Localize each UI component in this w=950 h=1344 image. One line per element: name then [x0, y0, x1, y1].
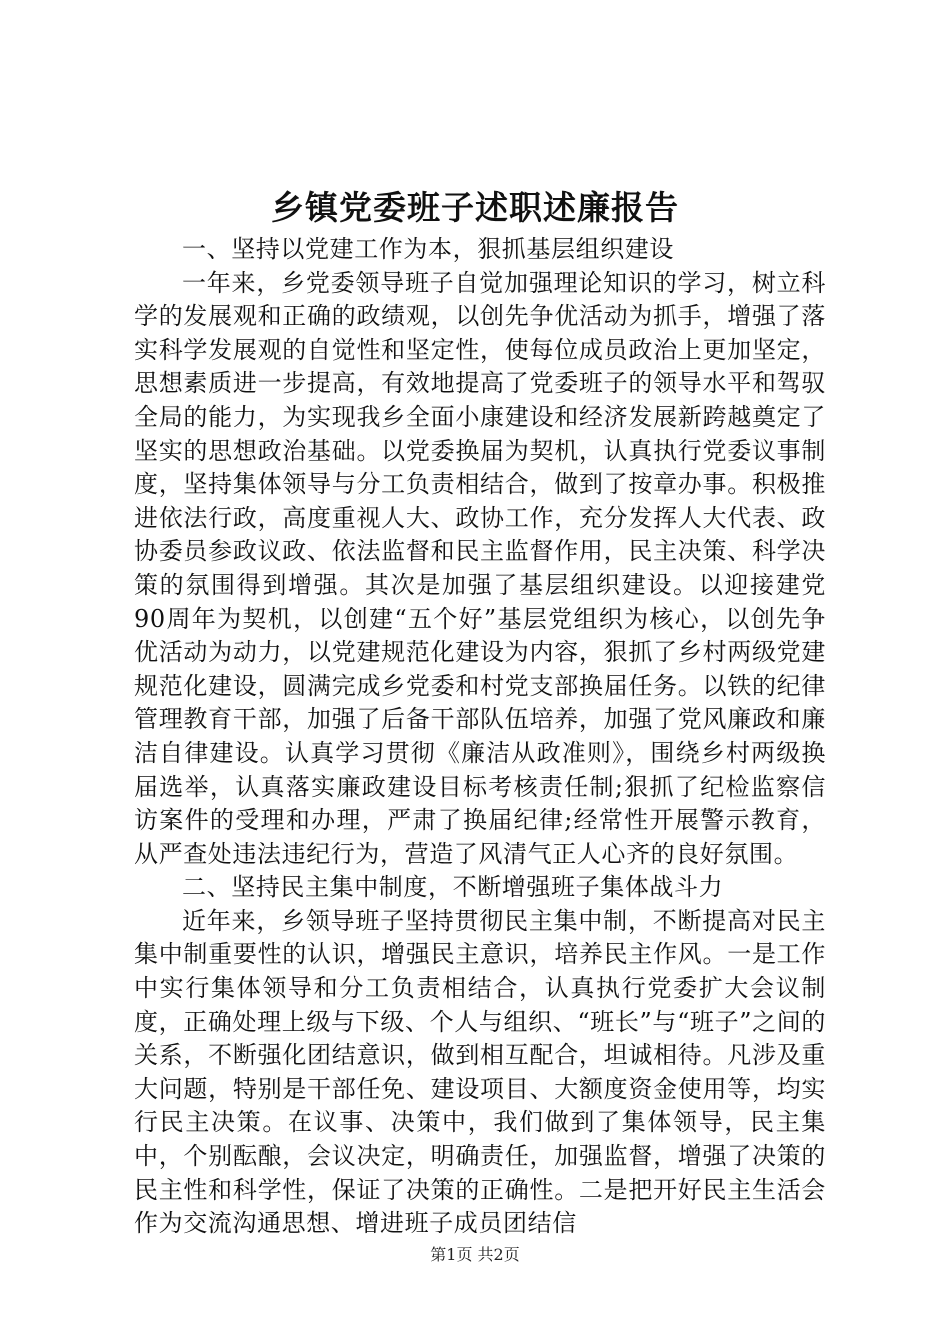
body-paragraph-2: 近年来，乡领导班子坚持贯彻民主集中制，不断提高对民主集中制重要性的认识，增强民主意识，培养民主作风。一是工作中实行集体领导和分工负责相结合，认真执行党委扩大会议制度，正确处理上级与下级、个人与组织、“班长”与“班子”之间的关系，不断强化团结意识，做到相互配合，坦诚相待。凡涉及重大问题，特别是干部任免、建设项目、大额度资金使用等，均实行民主决策。在议事、决策中，我们做到了集体领导，民主集中，个别酝酿，会议决定，明确责任，加强监督，增强了决策的民主性和科学性，保证了决策的正确性。二是把开好民主生活会作为交流沟通思想、增进班子成员团结信 — [134, 906, 826, 1238]
document-title: 乡镇党委班子述职述廉报告 — [271, 188, 679, 227]
page-footer: 第1页 共2页 — [430, 1245, 520, 1264]
section-heading-1: 一、坚持以党建工作为本，狠抓基层组织建设 — [182, 235, 674, 263]
section-heading-2: 二、坚持民主集中制度，不断增强班子集体战斗力 — [182, 873, 724, 902]
document-body — [134, 233, 826, 1241]
body-paragraph-1: 一年来，乡党委领导班子自觉加强理论知识的学习，树立科学的发展观和正确的政绩观，以创先争优活动为抓手，增强了落实科学发展观的自觉性和坚定性，使每位成员政治上更加坚定，思想素质进一步提高，有效地提高了党委班子的领导水平和驾驭全局的能力，为实现我乡全面小康建设和经济发展新跨越奠定了坚实的思想政治基础。以党委换届为契机，认真执行党委议事制度，坚持集体领导与分工负责相结合，做到了按章办事。积极推进依法行政，高度重视人大、政协工作，充分发挥人大代表、政协委员参政议政、依法监督和民主监督作用，民主决策、科学决策的氛围得到增强。其次是加强了基层组织建设。以迎接建党90周年为契机，以创建“五个好”基层党组织为核心，以创先争优活动为动力，以党建规范化建设为内容，狠抓了乡村两级党建规范化建设，圆满完成乡党委和村党支部换届任务。以铁的纪律管理教育干部，加强了后备干部队伍培养，加强了党风廉政和廉洁自律建设。认真学习贯彻《廉洁从政准则》，围绕乡村两级换届选举，认真落实廉政建设目标考核责任制;狠抓了纪检监察信访案件的受理和办理，严肃了换届纪律;经常性开展警示教育，从严查处违法违纪行为，营造了风清气正人心齐的良好氛围。 — [134, 268, 826, 868]
